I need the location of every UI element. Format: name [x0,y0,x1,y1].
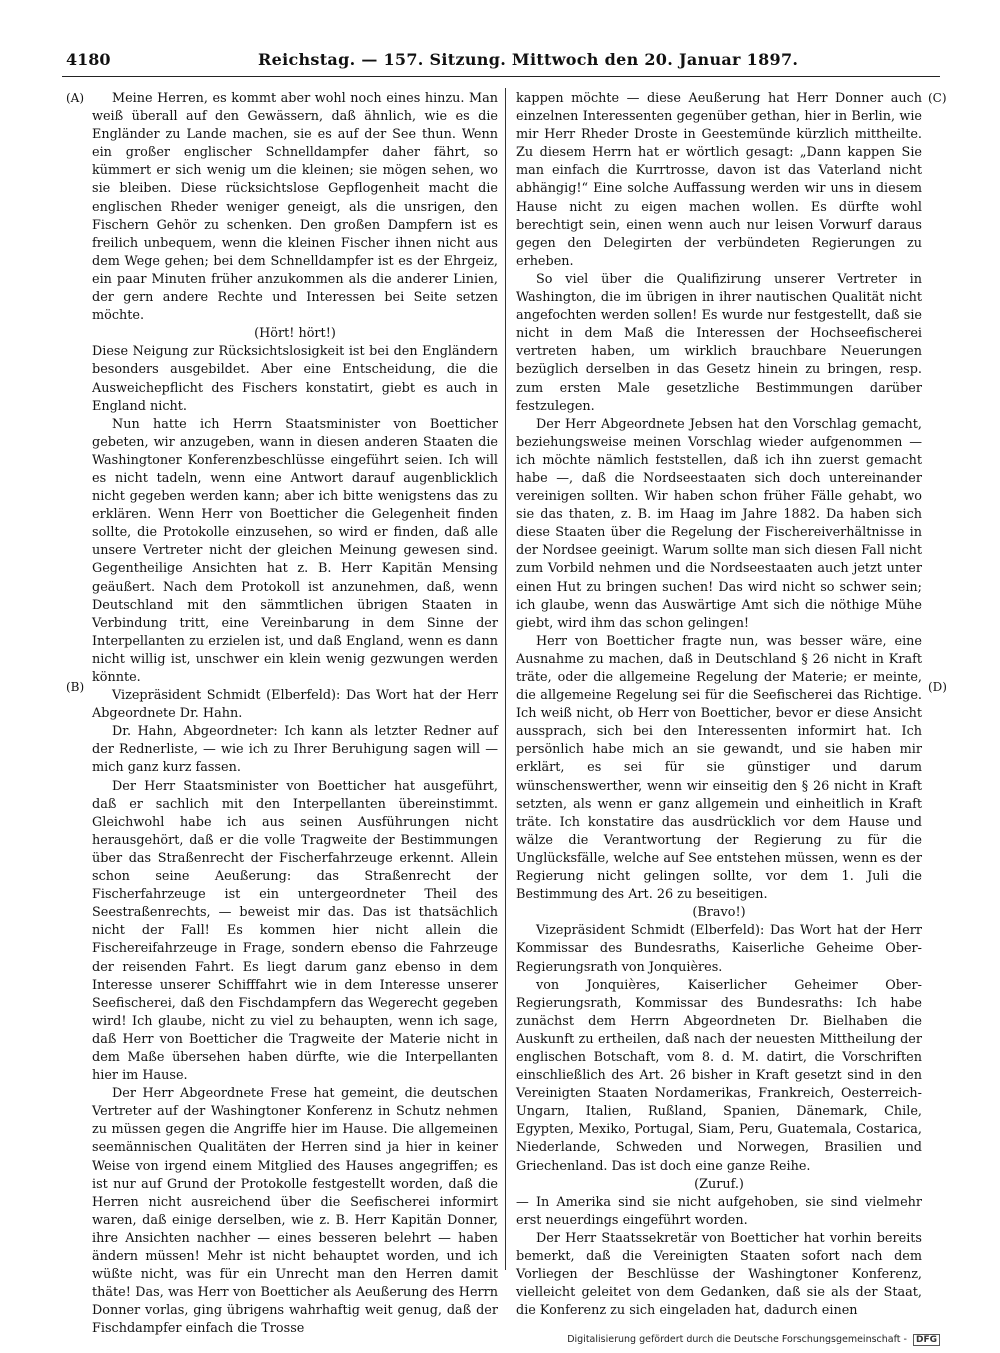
running-header: Reichstag. — 157. Sitzung. Mittwoch den 20. Januar 1897. [258,50,799,69]
paragraph: Der Herr Staatsminister von Boetticher hat ausgeführt, daß er sachlich mit den Interpellanten übereinstimmt. Gleichwohl habe ich aus seinen Ausführungen nicht herausgehört, daß er die volle Tragweite der Bestimmungen über das Straßenrecht der Fischerfahrzeuge erkennt. Allein schon seine Aeußerung: das Straßenrecht der Fischerfahrzeuge ist ein untergeordneter Theil des Seestraßenrechts, — beweist mir das. Das ist thatsächlich nicht der Fall! Es kommen hier nicht allein die Fischereifahrzeuge in Frage, sondern ebenso die Fahrzeuge der reisenden Fahrt. Es liegt darum ganz ebenso in dem Interesse unserer Schifffahrt wie in dem Interesse unserer Seefischerei, daß den Fischdampfern das Wegerecht gegeben wird! Ich glaube, nicht zu viel zu behaupten, wenn ich sage, daß Herr von Boetticher die Tragweite der Materie nicht in dem Maße übersehen haben dürfte, wie die Interpellanten hier im Hause. [92,778,498,1084]
header-rule [62,76,940,77]
paragraph: Der Herr Staatssekretär von Boetticher hat vorhin bereits bemerkt, daß die Vereinigten Staaten sofort nach dem Vorliegen der Beschlüsse der Washingtoner Konferenz, vielleicht geleitet von dem Gedanken, daß sie als der Staat, die Konferenz zu sich eingeladen hat, dadurch einen [516,1230,922,1319]
margin-mark-a: (A) [66,91,85,105]
speaker-paragraph: Dr. Hahn, Abgeordneter: Ich kann als letzter Redner auf der Rednerliste, — wie ich zu Ihrer Beruhigung sagen will — mich ganz kurz fassen. [92,724,498,776]
right-column [516,90,922,1320]
speaker-paragraph: Vizepräsident Schmidt (Elberfeld): Das Wort hat der Herr Kommissar des Bundesraths, Kaiserliche Geheime Ober-Regierungsrath von Jonquières. [516,923,922,975]
interjection: (Hört! hört!) [254,326,336,342]
paragraph: Herr von Boetticher fragte nun, was besser wäre, eine Ausnahme zu machen, daß in Deutschland § 26 nicht in Kraft träte, oder die allgemeine Regelung der Materie; er meinte, die allgemeine Regelung sei für die Seefischerei das Richtige. Ich weiß nicht, ob Herr von Boetticher, bevor er diese Ansicht aussprach, sich bei den Interessenten informirt hat. Ich persönlich habe mich an sie gewandt, und sie haben mir erklärt, es sei für sie günstiger und darum wünschenswerther, wenn wir einseitig den § 26 nicht in Kraft setzten, als wenn er ganz allgemein und einheitlich in Kraft träte. Ich konstatire das ausdrücklich vor dem Hause und wälze die Verantwortung der Regierung zu für die Unglücksfälle, welche auf See entstehen müssen, wenn es der Regierung nicht gelingen sollte, vor dem 1. Juli die Bestimmung des Art. 26 zu beseitigen. [516,633,922,903]
margin-mark-c: (C) [928,91,947,105]
paragraph: Meine Herren, es kommt aber wohl noch eines hinzu. Man weiß überall auf den Gewässern, daß ähnlich, wie es die Engländer zu Lande machen, sie es auf der See thun. Wenn ein großer englischer Schnelldampfer daher fährt, so kümmert er sich wenig um die kleinen; sie mögen sehen, wo sie bleiben. Diese rücksichtslose Gepflogenheit macht die englischen Rheder weniger geneigt, als die unsrigen, den Fischern Gehör zu schenken. Den großen Dampfern ist es freilich unbequem, wenn die kleinen Fischer ihnen nicht aus dem Wege gehen; bei dem Schnelldampfer ist es der Ehrgeiz, ein paar Minuten früher anzukommen als die anderer Linien, der gern andere Rechte und Interessen bei Seite setzen möchte. [92,91,498,324]
paragraph: Der Herr Abgeordnete Frese hat gemeint, die deutschen Vertreter auf der Washingtoner Konferenz in Schutz nehmen zu müssen gegen die Angriffe hier im Hause. Die allgemeinen seemännischen Qualitäten der Herren sind ja hier in keiner Weise von irgend einem Mitglied des Hauses angegriffen; es ist nur auf Grund der Protokolle festgestellt worden, daß die Herren nicht ausreichend über die Seefischerei informirt waren, daß einige derselben, wie z. B. Herr Kapitän Donner, ihre Ansichten nachher — eines besseren belehrt — haben ändern müssen! Mehr ist nicht behauptet worden, und ich wüßte nicht, was für ein Unrecht man den Herren damit thäte! Das, was Herr von Boetticher als Aeußerung des Herrn Donner vorlas, ging übrigens wahrhaftig weit genug, daß der Fischdampfer einfach die Trosse [92,1086,498,1337]
paragraph: Der Herr Abgeordnete Jebsen hat den Vorschlag gemacht, beziehungsweise meinen Vorschlag wieder aufgenommen — ich möchte nämlich feststellen, daß ich ihn zuerst gemacht habe —, daß die Nordseestaaten sich doch untereinander vereinigen sollten. Wir haben schon früher Fälle gehabt, wo sie das thaten, z. B. im Haag im Jahre 1882. Da haben sich diese Staaten über die Regelung der Fischereiverhältnisse in der Nordsee geeinigt. Warum sollte man sich diesen Fall nicht zum Vorbild nehmen und die Nordseestaaten auch jetzt unter einen Hut zu bringen suchen! Das wird nicht so schwer sein; ich glaube, wenn das Auswärtige Amt sich die nöthige Mühe giebt, wird ihm das schon gelingen! [516,416,922,631]
interjection: (Bravo!) [692,905,746,921]
margin-mark-d: (D) [928,680,947,694]
page-number: 4180 [66,50,111,69]
footer-credit [567,1334,940,1346]
left-column [92,90,498,1338]
interjection: (Zuruf.) [694,1176,744,1192]
paragraph: Nun hatte ich Herrn Staatsminister von Boetticher gebeten, wir anzugeben, wann in diesen anderen Staaten die Washingtoner Konferenzbeschlüsse eingeführt seien. Ich will es nicht tadeln, wenn eine Antwort darauf augenblicklich nicht gegeben werden kann; aber ich bitte wenigstens das zu erklären. Wenn Herr von Boetticher die Gelegenheit finden sollte, die Protokolle einzusehen, so wird er finden, daß alle unsere Vertreter nicht der gleichen Meinung gewesen sind. Gegentheilige Ansichten hat z. B. Herr Kapitän Mensing geäußert. Nach dem Protokoll ist anzunehmen, daß, wenn Deutschland mit den sämmtlichen übrigen Staaten in Verbindung tritt, eine Vereinbarung in dem Sinne der Interpellanten zu erzielen ist, und daß England, wenn es dann nicht willig ist, unschwer ein klein wenig gezwungen werden könnte. [92,416,498,685]
paragraph: So viel über die Qualifizirung unserer Vertreter in Washington, die im übrigen in ihrer nautischen Qualität nicht angefochten werden sollen! Es wurde nur festgestellt, daß sie nicht in dem Maß die Interessen der Hochseefischerei vertreten haben, um wirklich brauchbare Neuerungen bezüglich derselben in das Gesetz hinein zu bringen, resp. zum ersten Male gesetzliche Bestimmungen darüber festzulegen. [516,271,922,414]
paragraph: kappen möchte — diese Aeußerung hat Herr Donner auch einzelnen Interessenten gegenüber gethan, hier in Berlin, wie mir Herr Rheder Droste in Geestemünde kürzlich mittheilte. Zu diesem Herrn hat er wörtlich gesagt: „Dann kappen Sie man einfach die Kurrtrosse, davon ist das Vaterland nicht abhängig!“ Eine solche Auffassung werden wir uns in diesem Hause nicht zu eigen machen wollen. Es dürfte wohl berechtigt sein, einen wenn auch nur leisen Vorwurf daraus gegen den Delegirten der verbündeten Regierungen zu erheben. [516,91,922,269]
margin-mark-b: (B) [66,680,85,694]
footer-credit-text: Digitalisierung gefördert durch die Deutsche Forschungsgemeinschaft - [567,1334,907,1345]
speaker-paragraph: Vizepräsident Schmidt (Elberfeld): Das Wort hat der Herr Abgeordnete Dr. Hahn. [92,688,498,722]
speaker-paragraph: von Jonquières, Kaiserlicher Geheimer Ober-Regierungsrath, Kommissar des Bundesraths: Ich habe zunächst dem Herrn Abgeordneten Dr. Bielhaben die Auskunft zu ertheilen, daß nach der neuesten Mittheilung der englischen Botschaft, vom 8. d. M. datirt, die Vorschriften einschließlich des Art. 26 bisher in Kraft gesetzt sind in den Vereinigten Staaten Nordamerikas, Frankreich, Oesterreich-Ungarn, Italien, Rußland, Spanien, Dänemark, Chile, Egypten, Mexiko, Portugal, Siam, Peru, Guatemala, Costarica, Niederlande, Schweden und Norwegen, Brasilien und Griechenland. Das ist doch eine ganze Reihe. [516,977,922,1174]
paragraph: Diese Neigung zur Rücksichtslosigkeit ist bei den Engländern besonders ausgebildet. Aber eine Entscheidung, die die Ausweichepflicht des Fischers konstatirt, giebt es auch in England nicht. [92,344,498,414]
column-divider [505,88,506,1270]
paragraph: — In Amerika sind sie nicht aufgehoben, sie sind vielmehr erst neuerdings eingeführt worden. [516,1194,922,1228]
dfg-logo: DFG [913,1334,940,1346]
